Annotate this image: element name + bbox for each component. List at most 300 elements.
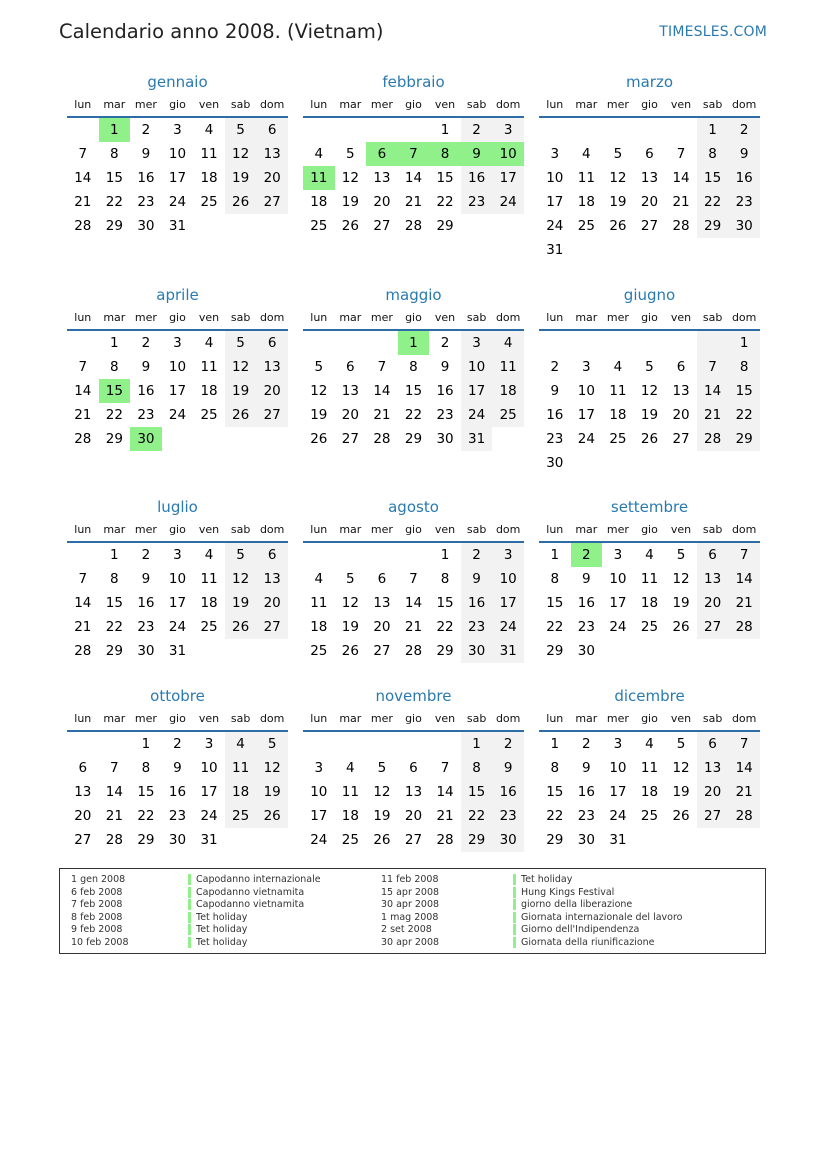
day-cell: 1 (110, 547, 119, 563)
day-cell: 6 (256, 331, 288, 355)
weekday-label: sab (230, 98, 251, 111)
day-cell: 26 (609, 218, 627, 234)
day-cell: 3 (461, 331, 493, 355)
day-cell: 8 (461, 756, 493, 780)
day-cell: 24 (609, 619, 627, 635)
day-cell: 22 (105, 194, 123, 210)
weekday-label: mar (575, 98, 598, 111)
weekday-label: sab (466, 98, 487, 111)
day-cell: 11 (492, 355, 524, 379)
month-name: ottobre (150, 687, 205, 705)
day-cell: 22 (697, 190, 729, 214)
day-cell: 10 (546, 170, 564, 186)
day-cell: 27 (697, 804, 729, 828)
day-cell: 8 (409, 359, 418, 375)
weekday-label: mar (339, 712, 362, 725)
legend-item (513, 874, 683, 887)
weekday-label: ven (198, 311, 220, 324)
day-cell: 20 (256, 591, 288, 615)
legend-date: 30 apr 2008 (381, 899, 440, 910)
day-cell: 25 (640, 619, 659, 635)
day-cell: 10 (310, 784, 328, 800)
day-cell: 11 (341, 784, 359, 800)
day-cell: 29 (546, 643, 564, 659)
empty-cell (303, 732, 335, 756)
day-cell: 15 (105, 170, 123, 186)
day-cell: 14 (672, 170, 690, 186)
weekday-label: lun (310, 98, 328, 111)
day-cell: 7 (697, 355, 729, 379)
brand-link[interactable]: TIMESLES.COM (659, 24, 767, 40)
day-cell: 12 (672, 760, 690, 776)
month-name: marzo (625, 73, 674, 91)
weekday-label: ven (198, 712, 220, 725)
day-cell: 8 (110, 146, 119, 162)
day-cell: 11 (609, 383, 627, 399)
empty-cell (398, 118, 430, 142)
day-cell: 16 (546, 407, 564, 423)
day-cell: 16 (436, 383, 454, 399)
day-cell: 2 (173, 736, 182, 752)
month-luglio (67, 495, 288, 663)
day-cell: 19 (373, 808, 391, 824)
weekday-label: dom (731, 311, 757, 324)
weekday-label: dom (259, 98, 285, 111)
empty-cell (602, 118, 634, 142)
weekday-header (67, 307, 288, 331)
day-cell: 21 (74, 619, 92, 635)
day-grid (303, 118, 524, 238)
day-cell: 8 (697, 142, 729, 166)
day-cell: 11 (225, 756, 257, 780)
day-cell: 29 (728, 427, 760, 451)
weekday-label: gio (169, 523, 186, 536)
month-novembre (303, 684, 524, 852)
weekday-label: dom (731, 523, 757, 536)
day-cell: 18 (200, 595, 218, 611)
day-cell: 9 (582, 760, 591, 776)
empty-cell (335, 331, 367, 355)
weekday-label: ven (434, 98, 456, 111)
day-cell: 18 (200, 170, 218, 186)
day-cell: 28 (105, 832, 123, 848)
weekday-label: mar (575, 311, 598, 324)
day-cell: 7 (676, 146, 686, 162)
day-cell: 11 (200, 359, 218, 375)
weekday-label: mer (606, 98, 629, 111)
day-cell-holiday: 1 (99, 118, 131, 142)
day-cell: 25 (640, 808, 659, 824)
day-cell: 1 (461, 732, 493, 756)
weekday-label: gio (641, 98, 658, 111)
day-cell: 1 (550, 736, 560, 752)
empty-cell (335, 732, 367, 756)
empty-cell (539, 118, 571, 142)
day-cell: 24 (200, 808, 218, 824)
empty-cell (67, 331, 99, 355)
day-cell: 2 (440, 335, 450, 351)
day-cell: 26 (640, 431, 659, 447)
day-cell: 13 (256, 142, 288, 166)
day-cell: 22 (105, 619, 123, 635)
day-cell: 12 (373, 784, 391, 800)
empty-cell (571, 118, 603, 142)
day-cell: 26 (256, 804, 288, 828)
day-cell: 9 (141, 146, 151, 162)
day-cell: 4 (225, 732, 257, 756)
day-cell-holiday: 2 (571, 543, 603, 567)
month-name: aprile (156, 286, 199, 304)
weekday-label: mer (370, 98, 393, 111)
day-grid (67, 331, 288, 451)
day-cell: 17 (609, 784, 627, 800)
weekday-label: mar (103, 311, 126, 324)
legend-item (188, 874, 321, 887)
day-cell: 24 (577, 431, 595, 447)
day-cell: 4 (314, 146, 324, 162)
legend-holiday-name: Giornata della riunificazione (521, 936, 655, 948)
weekday-label: mer (606, 311, 629, 324)
legend-item (513, 899, 683, 912)
day-cell: 27 (74, 832, 92, 848)
day-cell: 13 (697, 756, 729, 780)
legend-names-col-2 (513, 874, 683, 949)
weekday-label: mer (134, 523, 157, 536)
day-cell: 12 (225, 567, 257, 591)
day-cell: 31 (609, 832, 627, 848)
day-cell: 17 (461, 379, 493, 403)
day-cell: 14 (404, 595, 423, 611)
day-cell: 5 (377, 760, 387, 776)
legend-date: 8 feb 2008 (71, 911, 123, 923)
day-cell: 27 (640, 218, 659, 234)
legend-holiday-name: Tet holiday (196, 911, 248, 923)
day-cell: 22 (461, 804, 493, 828)
day-cell: 11 (200, 146, 218, 162)
legend-date: 11 feb 2008 (381, 874, 439, 885)
weekday-header (303, 519, 524, 543)
weekday-label: dom (495, 523, 521, 536)
day-cell: 8 (550, 760, 560, 776)
day-cell: 16 (461, 166, 493, 190)
day-cell: 28 (697, 427, 729, 451)
day-cell: 23 (137, 619, 155, 635)
day-cell: 23 (436, 407, 454, 423)
weekday-label: ven (198, 98, 220, 111)
day-grid (303, 331, 524, 451)
legend-date: 15 apr 2008 (381, 886, 440, 898)
day-cell: 25 (225, 804, 257, 828)
day-cell: 10 (200, 760, 218, 776)
weekday-label: gio (405, 98, 422, 111)
legend-item (188, 912, 321, 925)
weekday-label: sab (466, 712, 487, 725)
holiday-legend (59, 868, 766, 954)
weekday-label: mar (339, 311, 362, 324)
day-cell: 12 (256, 756, 288, 780)
day-cell: 18 (577, 194, 595, 210)
day-cell-holiday: 9 (461, 142, 493, 166)
day-cell: 25 (200, 407, 218, 423)
weekday-label: lun (546, 712, 564, 725)
day-cell: 18 (492, 379, 524, 403)
day-cell: 30 (436, 431, 454, 447)
weekday-label: gio (169, 712, 186, 725)
day-cell: 9 (728, 142, 760, 166)
empty-cell (429, 732, 461, 756)
day-cell: 10 (492, 567, 524, 591)
day-cell: 30 (168, 832, 187, 848)
day-cell: 4 (346, 760, 355, 776)
weekday-label: dom (259, 523, 285, 536)
page-title: Calendario anno 2008. (Vietnam) (59, 20, 384, 43)
day-cell: 21 (728, 780, 760, 804)
day-cell: 23 (728, 190, 760, 214)
day-cell: 15 (461, 780, 493, 804)
day-cell: 22 (404, 407, 423, 423)
day-cell: 29 (137, 832, 155, 848)
day-cell: 18 (225, 780, 257, 804)
day-cell: 27 (373, 218, 391, 234)
day-cell: 6 (377, 571, 387, 587)
day-cell: 13 (697, 567, 729, 591)
day-cell: 12 (225, 355, 257, 379)
weekday-label: ven (670, 523, 692, 536)
day-cell: 1 (440, 547, 450, 563)
day-cell: 12 (640, 383, 659, 399)
day-cell: 8 (728, 355, 760, 379)
day-grid (539, 732, 760, 852)
day-cell: 24 (168, 619, 187, 635)
day-grid (539, 118, 760, 262)
empty-cell (67, 543, 99, 567)
day-cell: 2 (728, 118, 760, 142)
day-cell: 25 (577, 218, 595, 234)
day-cell: 16 (728, 166, 760, 190)
day-cell: 17 (492, 591, 524, 615)
day-cell: 9 (141, 359, 151, 375)
day-cell: 14 (74, 170, 92, 186)
month-name: agosto (388, 498, 439, 516)
month-marzo (539, 70, 760, 262)
day-cell: 17 (492, 166, 524, 190)
legend-holiday-name: Capodanno internazionale (196, 874, 321, 885)
weekday-label: lun (546, 311, 564, 324)
day-cell-holiday: 1 (398, 331, 430, 355)
day-cell: 15 (728, 379, 760, 403)
holiday-marker-icon (188, 899, 191, 910)
weekday-label: mar (575, 523, 598, 536)
weekday-label: ven (434, 712, 456, 725)
day-cell: 24 (492, 190, 524, 214)
day-cell: 27 (341, 431, 359, 447)
day-cell: 11 (577, 170, 595, 186)
day-cell: 19 (609, 194, 627, 210)
day-cell: 7 (440, 760, 450, 776)
legend-item (513, 887, 683, 900)
weekday-label: mar (575, 712, 598, 725)
day-cell: 29 (546, 832, 564, 848)
weekday-label: sab (702, 98, 723, 111)
day-cell: 5 (346, 571, 355, 587)
day-cell: 27 (404, 832, 423, 848)
day-cell: 28 (74, 431, 92, 447)
day-cell: 22 (546, 619, 564, 635)
day-cell: 27 (256, 403, 288, 427)
day-cell: 7 (377, 359, 387, 375)
weekday-label: gio (169, 311, 186, 324)
day-cell: 6 (676, 359, 686, 375)
day-cell: 24 (168, 407, 187, 423)
empty-cell (634, 118, 666, 142)
day-grid (539, 543, 760, 663)
day-cell: 17 (577, 407, 595, 423)
day-cell: 12 (341, 170, 359, 186)
weekday-header (67, 519, 288, 543)
month-maggio (303, 283, 524, 451)
empty-cell (366, 732, 398, 756)
day-cell: 31 (546, 242, 564, 258)
legend-holiday-name: Tet holiday (521, 874, 573, 885)
day-cell: 22 (436, 619, 454, 635)
day-cell: 13 (256, 567, 288, 591)
day-cell: 6 (346, 359, 355, 375)
day-cell: 24 (461, 403, 493, 427)
weekday-label: lun (74, 523, 92, 536)
day-cell: 8 (141, 760, 151, 776)
day-cell: 13 (341, 383, 359, 399)
legend-holiday-name: Capodanno vietnamita (196, 886, 305, 898)
day-cell: 10 (461, 355, 493, 379)
month-name: giugno (623, 286, 676, 304)
day-cell: 28 (74, 218, 92, 234)
legend-dates-col-1 (71, 874, 129, 949)
day-cell: 22 (105, 407, 123, 423)
day-cell: 23 (577, 619, 595, 635)
day-cell: 21 (697, 403, 729, 427)
empty-cell (335, 118, 367, 142)
day-cell: 21 (672, 194, 690, 210)
empty-cell (398, 543, 430, 567)
day-cell: 19 (310, 407, 328, 423)
day-cell: 26 (225, 190, 257, 214)
day-cell: 14 (74, 595, 92, 611)
day-cell: 20 (640, 194, 659, 210)
day-cell: 4 (613, 359, 623, 375)
day-cell: 13 (373, 170, 391, 186)
day-cell: 17 (200, 784, 218, 800)
day-cell: 19 (225, 591, 257, 615)
day-cell: 2 (582, 736, 591, 752)
day-cell: 30 (577, 832, 595, 848)
day-cell: 2 (141, 122, 151, 138)
weekday-label: gio (641, 311, 658, 324)
day-grid (67, 732, 288, 852)
day-cell: 5 (314, 359, 324, 375)
month-name: gennaio (147, 73, 208, 91)
day-cell: 23 (137, 407, 155, 423)
weekday-label: lun (310, 523, 328, 536)
legend-holiday-name: Capodanno vietnamita (196, 899, 305, 910)
day-cell: 3 (492, 543, 524, 567)
month-name: dicembre (614, 687, 685, 705)
weekday-label: mar (103, 712, 126, 725)
day-cell: 16 (577, 784, 595, 800)
day-grid (67, 118, 288, 238)
day-cell: 2 (550, 359, 560, 375)
day-cell: 14 (728, 756, 760, 780)
legend-item (513, 924, 683, 937)
weekday-label: gio (405, 523, 422, 536)
weekday-label: gio (641, 712, 658, 725)
day-cell: 14 (404, 170, 423, 186)
weekday-label: mer (370, 523, 393, 536)
weekday-label: lun (546, 523, 564, 536)
day-cell: 20 (341, 407, 359, 423)
day-cell: 3 (492, 118, 524, 142)
day-cell: 5 (256, 732, 288, 756)
holiday-marker-icon (188, 874, 191, 885)
day-cell: 18 (640, 595, 659, 611)
empty-cell (303, 118, 335, 142)
day-cell: 11 (640, 760, 659, 776)
day-cell: 1 (110, 335, 119, 351)
day-cell: 10 (168, 571, 187, 587)
holiday-marker-icon (188, 887, 191, 898)
weekday-label: mer (134, 311, 157, 324)
month-giugno (539, 283, 760, 475)
day-cell: 13 (74, 784, 92, 800)
day-cell: 25 (310, 643, 328, 659)
day-cell: 13 (404, 784, 423, 800)
day-cell: 20 (373, 619, 391, 635)
day-cell: 3 (173, 122, 182, 138)
day-grid (67, 543, 288, 663)
day-cell: 17 (310, 808, 328, 824)
day-cell: 20 (256, 166, 288, 190)
day-cell: 23 (461, 615, 493, 639)
day-cell: 15 (105, 595, 123, 611)
day-cell: 17 (168, 595, 187, 611)
day-grid (303, 732, 524, 852)
day-cell: 5 (225, 543, 257, 567)
day-cell: 16 (137, 595, 155, 611)
holiday-marker-icon (513, 912, 516, 923)
legend-holiday-name: Giornata internazionale del lavoro (521, 911, 683, 923)
legend-date: 1 mag 2008 (381, 911, 439, 923)
day-cell: 1 (728, 331, 760, 355)
day-cell: 6 (645, 146, 654, 162)
day-cell: 7 (409, 571, 418, 587)
weekday-label: mar (103, 523, 126, 536)
legend-date: 1 gen 2008 (71, 874, 126, 885)
day-cell: 18 (640, 784, 659, 800)
day-grid (539, 331, 760, 475)
day-cell: 12 (225, 142, 257, 166)
day-cell: 31 (168, 643, 187, 659)
day-cell: 30 (546, 455, 564, 471)
month-name: febbraio (382, 73, 445, 91)
weekday-label: mar (339, 98, 362, 111)
month-name: luglio (157, 498, 198, 516)
empty-cell (366, 543, 398, 567)
day-cell: 28 (373, 431, 391, 447)
day-cell: 25 (200, 619, 218, 635)
holiday-marker-icon (513, 887, 516, 898)
day-cell: 24 (609, 808, 627, 824)
legend-date: 7 feb 2008 (71, 899, 123, 910)
day-cell: 15 (697, 166, 729, 190)
